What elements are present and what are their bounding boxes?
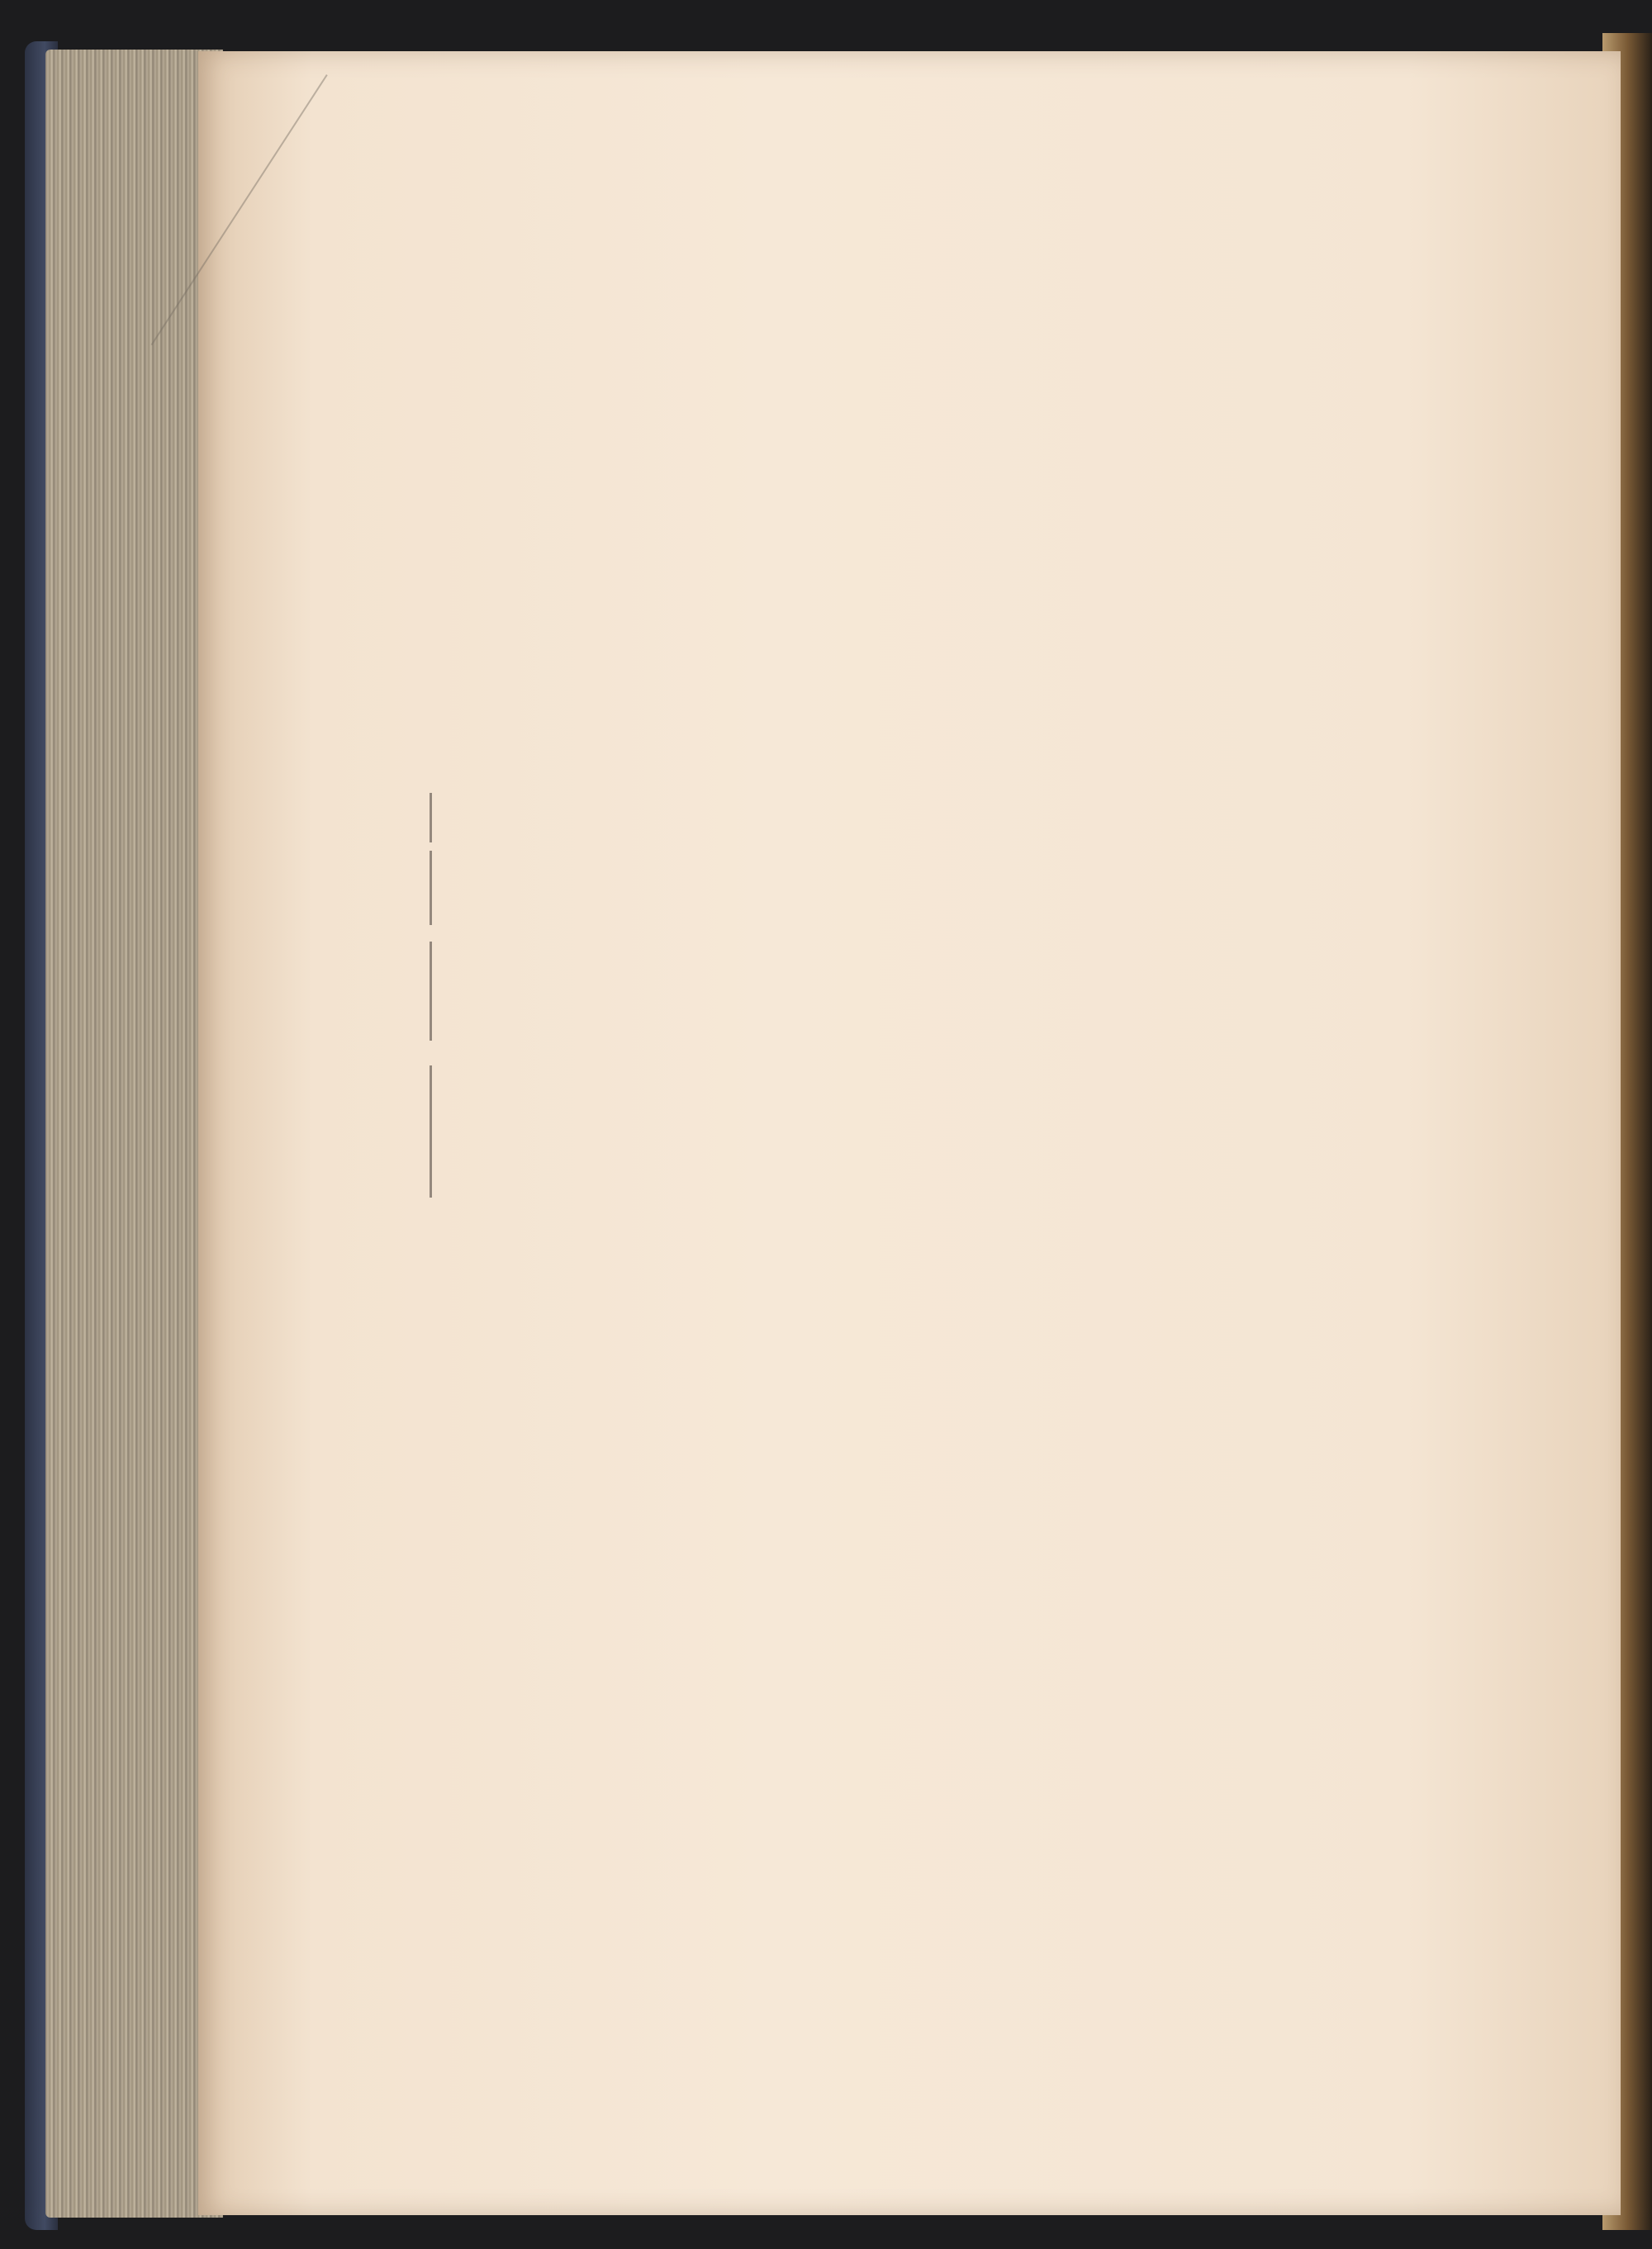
- book-page: [198, 51, 1621, 2215]
- margin-pencil-mark: [430, 851, 432, 925]
- margin-pencil-mark: [430, 1065, 432, 1198]
- page-content: [450, 202, 1503, 300]
- margin-pencil-mark: [430, 793, 432, 842]
- page-edges: [45, 50, 223, 2218]
- margin-pencil-mark: [430, 942, 432, 1041]
- page-header: [450, 202, 1503, 268]
